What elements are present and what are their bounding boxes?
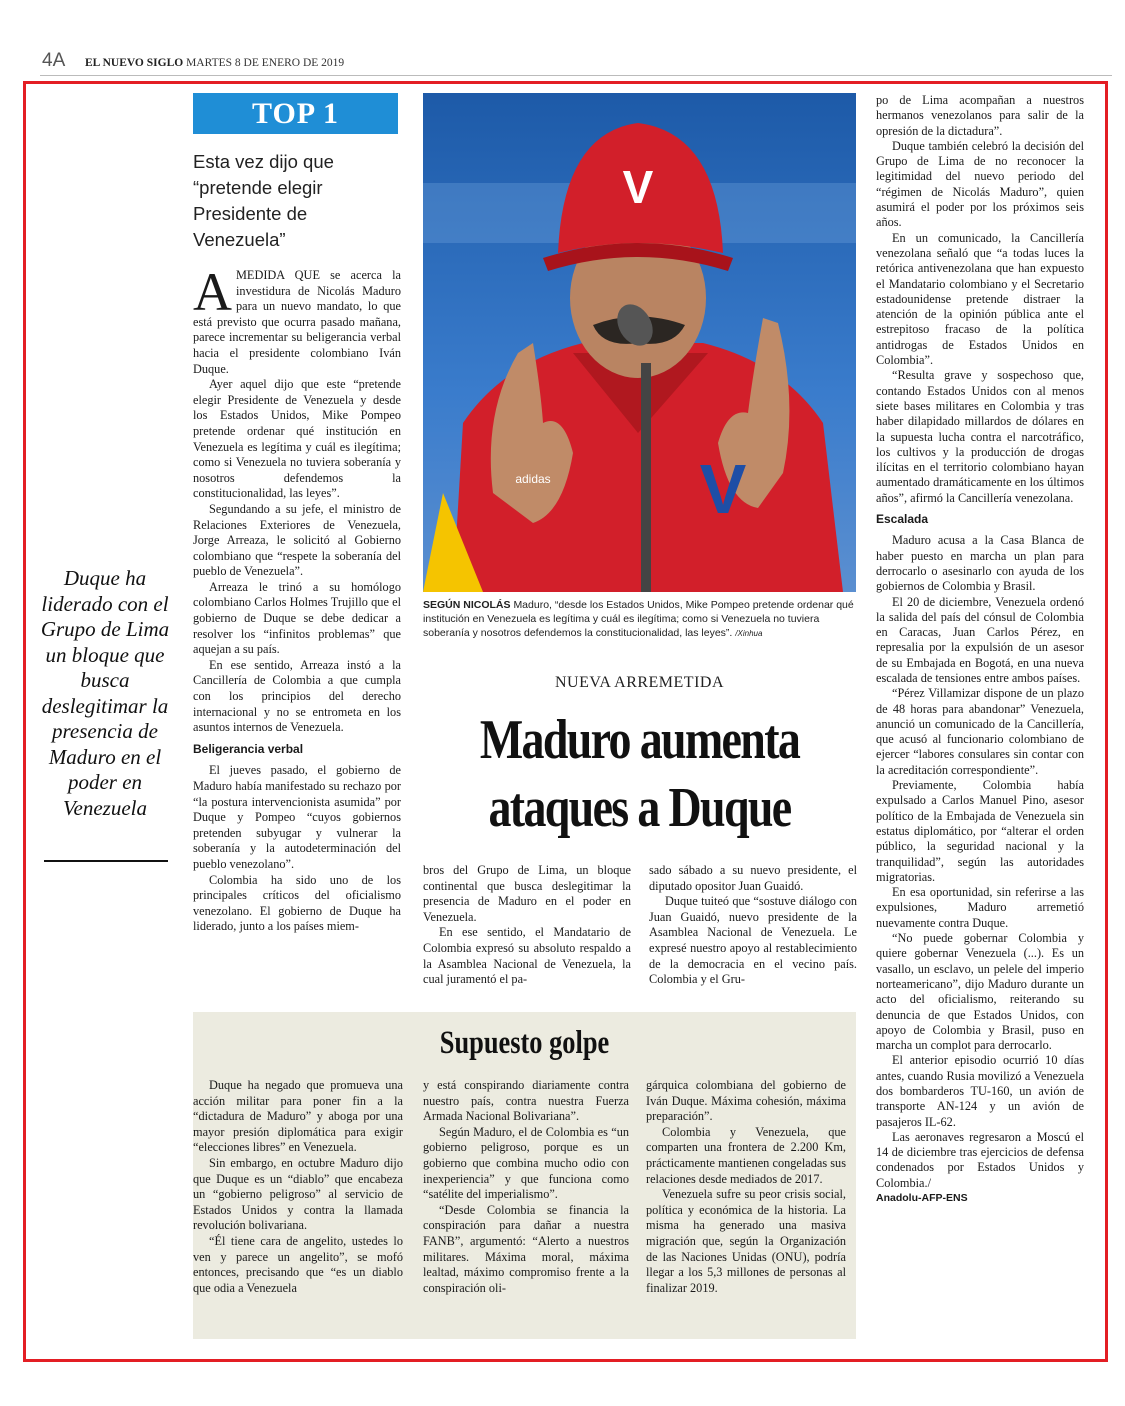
paragraph: En un comunicado, la Cancillería venezolana señaló que “a todas luces la retórica antivenezolana que han expuesto el Mandatario colombiano y el Secretario estadounidense pretende distraer la atención de la opinión pública ante el estrepitoso fracaso de la política antidrogas de Estados Unidos en Colombia”. (876, 230, 1084, 368)
article-column-2 (423, 863, 631, 988)
paragraph: “Resulta grave y sospechoso que, contando Estados Unidos con al menos siete bases militares en Colombia y tras haber dilapidado millardos de dólares en la supuesta lucha contra el narcotráfico, los cultivos y la producción de drogas ilícitas en el territorio colombiano hayan aumentado dramáticamente en los últimos años”, afirmó la Cancillería venezolana. (876, 368, 1084, 505)
paragraph: Arreaza le trinó a su homólogo colombiano Carlos Holmes Trujillo que el gobierno de Duque se debe dedicar a resolver los “infinitos problemas” que aquejan a su país. (193, 579, 401, 657)
jacket-logo-text: V (699, 450, 747, 528)
kicker: Esta vez dijo que “pretende elegir Presidente de Venezuela” (193, 151, 334, 250)
paragraph: sado sábado a su nuevo presidente, el diputado opositor Juan Guaidó. (649, 863, 857, 893)
headline (462, 706, 817, 842)
paragraph: El 20 de diciembre, Venezuela ordenó la salida del país del cónsul de Colombia en Caracas, Juan Carlos Pérez, en represalia por la expulsión de un asesor de su Embajada en Bogotá, en una nueva escalada de tensiones entre ambos países. (876, 594, 1084, 685)
headline-line: ataques a Duque (488, 777, 791, 839)
paragraph: Duque ha negado que promueva una acción militar para poner fin a la “dictadura de Maduro” y aboga por una mayor presión diplomática para exigir “elecciones libres” en Venezuela. (193, 1078, 403, 1155)
issue-date: MARTES 8 DE ENERO DE 2019 (186, 57, 345, 69)
paragraph: Duque también celebró la decisión del Grupo de Lima de no reconocer la legitimidad del nuevo periodo del “régimen de Nicolás Maduro”, quien asumirá el poder por los próximos seis años. (876, 138, 1084, 230)
box-title: Supuesto golpe (439, 1025, 610, 1061)
caption-text: Maduro, “desde los Estados Unidos, Mike Pompeo pretende ordenar qué institución en Venezuela es legítima y cuál es ilegítima; como si Venezuela no tuviera soberanía y nosotros defendemos la constitucionalidad, las leyes”. (423, 599, 854, 639)
caption-credit: /Xinhua (735, 629, 763, 638)
article-column-3 (649, 863, 857, 988)
paragraph: Segundando a su jefe, el ministro de Relaciones Exteriores de Venezuela, Jorge Arreaza, le solicitó al Gobierno colombiano que “respete la soberanía del pueblo de Venezuela”. (193, 501, 401, 579)
lead-in: MEDIDA QUE (236, 268, 320, 282)
photo-caption (423, 598, 856, 641)
masthead-line (85, 57, 344, 69)
paper-name: EL NUEVO SIGLO (85, 57, 184, 69)
overline: NUEVA ARREMETIDA (554, 674, 725, 691)
paragraph: Maduro acusa a la Casa Blanca de haber puesto en marcha un plan para derrocarlo o asesinarlo con ayuda de los gobiernos de Colombia y Brasil. (876, 533, 1084, 594)
paragraph: se acerca la investidura de Nicolás Maduro para un nuevo mandato, lo que está previsto que ocurra pasado mañana, parece incrementar su beligerancia verbal hacia el presidente colombiano Iván Duque. (193, 268, 401, 376)
paragraph: Previamente, Colombia había expulsado a Carlos Manuel Pino, asesor político de la Embajada de Venezuela sin estatus diplomático, por “alterar el orden público, la seguridad nacional y la tranquilidad”, según las autoridades migratorias. (876, 778, 1084, 884)
drop-cap: A (193, 262, 232, 322)
section-tag: TOP 1 (193, 93, 398, 134)
paragraph: En esa oportunidad, sin referirse a las expulsiones, Maduro arremetió nuevamente contra Duque. (876, 885, 1084, 930)
article-column-1 (193, 262, 401, 935)
paragraph: Ayer aquel dijo que este “pretende elegir Presidente de Venezuela y desde los Estados Unidos, Mike Pompeo pretende ordenar qué institución en Venezuela es legítima y cuál es ilegítima; como si Venezuela no tuviera soberanía y nosotros defendemos la constitucionalidad, las leyes”. (193, 377, 401, 501)
paragraph: gárquica colombiana del gobierno de Iván Duque. Máxima cohesión, máxima preparación”. (646, 1078, 846, 1124)
paragraph: “Desde Colombia se financia la conspiración para dañar a nuestra FANB”, argumentó: “Alerto a nuestros militares. Máxima moral, máxima lealtad, máximo compromiso frente a la conspiración oli- (423, 1202, 629, 1295)
signature: Anadolu-AFP-ENS (876, 1192, 968, 1205)
paragraph: “No puede gobernar Colombia y quiere gobernar Venezuela (...). Es un vasallo, un esclavo, un pelele del imperio norteamericano”, dijo Maduro durante un acto del oficialismo, reiterando su denuncia de que Estados Unidos, con apoyo de Colombia y Brasil, puso en marcha un complot para derrocarlo. (876, 931, 1084, 1053)
header-rule (40, 75, 1112, 76)
paragraph: Colombia ha sido uno de los principales críticos del oficialismo venezolano. El gobierno de Duque ha liderado, junto a los países miem- (193, 872, 401, 934)
paragraph: bros del Grupo de Lima, un bloque continental que busca deslegitimar la presencia de Maduro en el poder en Venezuela. (423, 863, 631, 924)
paragraph: Colombia y Venezuela, que comparten una frontera de 2.200 Km, prácticamente mantienen congeladas sus relaciones desde mediados de 2017. (646, 1124, 846, 1186)
paragraph: Venezuela sufre su peor crisis social, política y económica de la historia. La misma ha generado una masiva migración que, según la Organización de las Naciones Unidas (ONU), podría llegar a los 5,3 millones de personas al finalizar 2019. (646, 1187, 846, 1295)
paragraph: En ese sentido, Arreaza instó a la Cancillería de Colombia a que cumpla con los principios del derecho internacional y no se entrometa en los asuntos internos de Venezuela. (193, 657, 401, 735)
headline-line: Maduro aumenta (479, 709, 800, 771)
pull-quote: Duque ha liderado con el Grupo de Lima un bloque que busca deslegitimar la presencia de Maduro en el poder en Venezuela (40, 566, 170, 820)
paragraph: Según Maduro, el de Colombia es “un gobierno peligroso, porque es un gobierno que combina mucho odio con inexperiencia” y que funciona como “satélite del imperialismo”. (423, 1124, 629, 1202)
box-column-1 (193, 1078, 403, 1296)
subhead: Beligerancia verbal (193, 741, 304, 756)
paragraph: Duque tuiteó que “sostuve diálogo con Juan Guaidó, nuevo presidente de la Asamblea Nacional de Venezuela. Le expresé nuestro apoyo al restablecimiento de la democracia en el vecino país. Colombia y el Gru- (649, 894, 857, 987)
photo-illustration (423, 93, 856, 592)
paragraph: En ese sentido, el Mandatario de Colombia expresó su absoluto respaldo a la Asamblea Nacional de Venezuela, la cual juramentó el pa- (423, 925, 631, 987)
paragraph: y está conspirando diariamente contra nuestro país, contra nuestra Fuerza Armada Nacional Bolivariana”. (423, 1078, 629, 1124)
cap-logo-text: V (622, 161, 654, 213)
page-number: 4A (42, 50, 66, 71)
caption-lead: SEGÚN NICOLÁS (423, 599, 511, 611)
pull-quote-rule (44, 860, 168, 862)
subhead: Escalada (876, 512, 929, 527)
paragraph: El anterior episodio ocurrió 10 días antes, cuando Rusia movilizó a Venezuela dos bombarderos TU-160, un avión de transporte AN-124 y un avión de pasajeros IL-62. (876, 1053, 1084, 1129)
paragraph: “Pérez Villamizar dispone de un plazo de 48 horas para abandonar” Venezuela, anunció un comunicado de la Cancillería, que acusó al funcionario colombiano de ejercer “labores consulares sin contar con la acreditación correspondiente”. (876, 686, 1084, 777)
box-column-3 (646, 1078, 846, 1296)
paragraph: po de Lima acompañan a nuestros hermanos venezolanos para salir de la opresión de la dictadura”. (876, 93, 1084, 138)
paragraph: El jueves pasado, el gobierno de Maduro había manifestado su rechazo por “la postura intervencionista asumida” por Duque y Pompeo “cuyos gobiernos pretenden subyugar y vulnerar la soberanía y la autodeterminación del pueblo venezolano”. (193, 763, 401, 871)
jacket-brand-text: adidas (515, 472, 551, 486)
maduro-photo (423, 93, 856, 592)
paragraph: Sin embargo, en octubre Maduro dijo que Duque es un “diablo” que encabeza un “gobierno peligroso” al servicio de Estados Unidos y contra la llamada revolución bolivariana. (193, 1155, 403, 1233)
paragraph: “Él tiene cara de angelito, ustedes lo ven y parece un angelito”, se mofó entonces, precisando que “es un diablo que odia a Venezuela (193, 1233, 403, 1295)
paragraph: Las aeronaves regresaron a Moscú el 14 de diciembre tras ejercicios de defensa condenados por Estados Unidos y Colombia./ (876, 1129, 1084, 1190)
article-column-4 (876, 93, 1084, 1206)
box-column-2 (423, 1078, 629, 1296)
